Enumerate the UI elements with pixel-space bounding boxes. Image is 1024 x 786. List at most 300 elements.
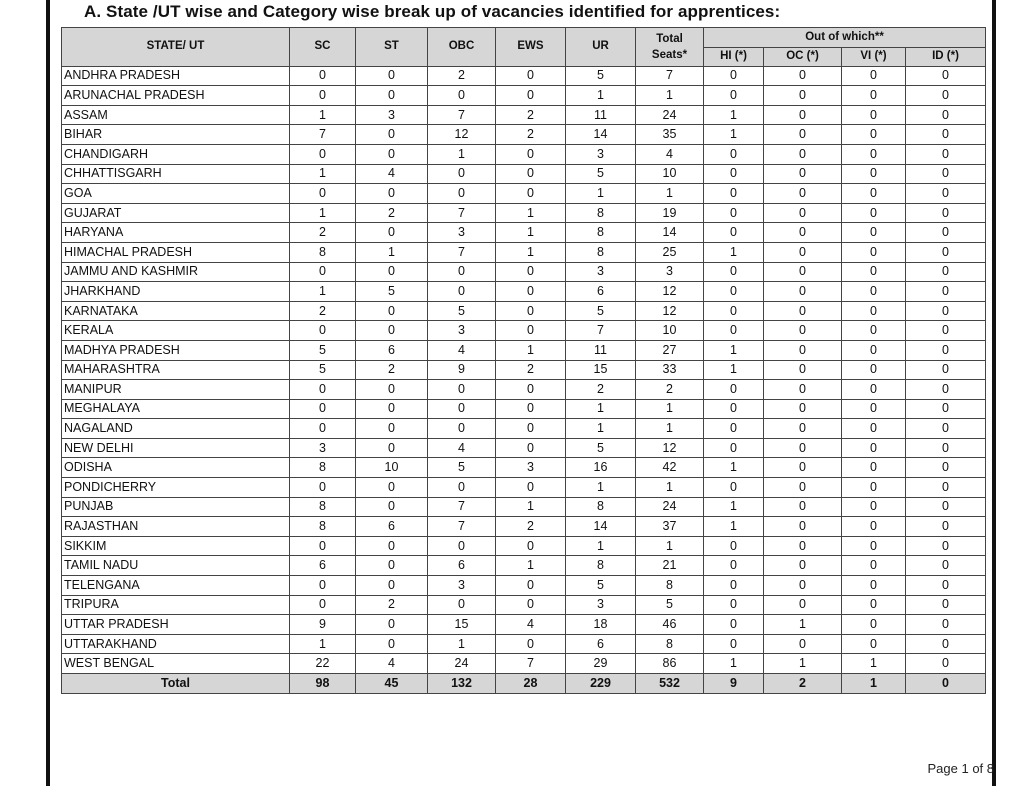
- cell-sc: 6: [290, 556, 356, 576]
- cell-obc: 0: [428, 184, 496, 204]
- cell-id: 0: [906, 615, 986, 635]
- cell-total-seats: 24: [636, 105, 704, 125]
- cell-state: MAHARASHTRA: [62, 360, 290, 380]
- cell-state: UTTAR PRADESH: [62, 615, 290, 635]
- cell-id: 0: [906, 223, 986, 243]
- table-row: [62, 458, 986, 478]
- cell-hi: 1: [704, 497, 764, 517]
- cell-sc: 0: [290, 66, 356, 86]
- header-st: ST: [356, 28, 428, 67]
- cell-obc: 5: [428, 301, 496, 321]
- cell-obc: 2: [428, 66, 496, 86]
- cell-st: 0: [356, 321, 428, 341]
- cell-sc: 0: [290, 399, 356, 419]
- total-id: 0: [906, 674, 986, 694]
- cell-ews: 1: [496, 340, 566, 360]
- cell-st: 10: [356, 458, 428, 478]
- cell-hi: 1: [704, 125, 764, 145]
- table-row: [62, 125, 986, 145]
- cell-vi: 0: [842, 438, 906, 458]
- cell-id: 0: [906, 595, 986, 615]
- cell-obc: 0: [428, 164, 496, 184]
- cell-hi: 0: [704, 595, 764, 615]
- cell-st: 0: [356, 399, 428, 419]
- cell-vi: 0: [842, 125, 906, 145]
- cell-vi: 0: [842, 419, 906, 439]
- cell-state: GUJARAT: [62, 203, 290, 223]
- table-row: [62, 223, 986, 243]
- cell-total-seats: 25: [636, 242, 704, 262]
- cell-state: PONDICHERRY: [62, 478, 290, 498]
- header-state: STATE/ UT: [62, 28, 290, 67]
- cell-state: WEST BENGAL: [62, 654, 290, 674]
- table-row: [62, 360, 986, 380]
- cell-ur: 1: [566, 536, 636, 556]
- cell-ews: 1: [496, 497, 566, 517]
- cell-st: 0: [356, 66, 428, 86]
- cell-state: HIMACHAL PRADESH: [62, 242, 290, 262]
- header-id: ID (*): [906, 47, 986, 66]
- cell-ur: 11: [566, 340, 636, 360]
- cell-id: 0: [906, 301, 986, 321]
- cell-st: 0: [356, 497, 428, 517]
- cell-ews: 0: [496, 86, 566, 106]
- cell-total-seats: 19: [636, 203, 704, 223]
- cell-oc: 0: [764, 360, 842, 380]
- cell-id: 0: [906, 360, 986, 380]
- cell-state: NEW DELHI: [62, 438, 290, 458]
- cell-sc: 1: [290, 105, 356, 125]
- table-row: [62, 242, 986, 262]
- cell-id: 0: [906, 164, 986, 184]
- cell-total-seats: 35: [636, 125, 704, 145]
- cell-vi: 0: [842, 105, 906, 125]
- cell-state: UTTARAKHAND: [62, 634, 290, 654]
- cell-total-seats: 8: [636, 576, 704, 596]
- cell-obc: 12: [428, 125, 496, 145]
- cell-hi: 0: [704, 576, 764, 596]
- cell-state: TAMIL NADU: [62, 556, 290, 576]
- cell-ews: 4: [496, 615, 566, 635]
- cell-ur: 11: [566, 105, 636, 125]
- cell-oc: 0: [764, 497, 842, 517]
- cell-total-seats: 86: [636, 654, 704, 674]
- table-row: [62, 301, 986, 321]
- cell-st: 2: [356, 360, 428, 380]
- cell-vi: 0: [842, 360, 906, 380]
- cell-state: SIKKIM: [62, 536, 290, 556]
- cell-ur: 1: [566, 184, 636, 204]
- header-ur: UR: [566, 28, 636, 67]
- table-row: [62, 478, 986, 498]
- cell-sc: 7: [290, 125, 356, 145]
- table-body: [62, 66, 986, 693]
- cell-state: KERALA: [62, 321, 290, 341]
- table-row: [62, 262, 986, 282]
- cell-id: 0: [906, 634, 986, 654]
- cell-ews: 0: [496, 262, 566, 282]
- cell-st: 6: [356, 340, 428, 360]
- cell-total-seats: 37: [636, 517, 704, 537]
- cell-sc: 5: [290, 360, 356, 380]
- cell-obc: 0: [428, 399, 496, 419]
- table-row: [62, 536, 986, 556]
- cell-st: 5: [356, 282, 428, 302]
- cell-total-seats: 1: [636, 478, 704, 498]
- cell-oc: 0: [764, 242, 842, 262]
- cell-ews: 1: [496, 203, 566, 223]
- cell-ews: 0: [496, 144, 566, 164]
- cell-ews: 1: [496, 242, 566, 262]
- cell-oc: 0: [764, 301, 842, 321]
- cell-hi: 0: [704, 634, 764, 654]
- cell-obc: 0: [428, 536, 496, 556]
- cell-obc: 5: [428, 458, 496, 478]
- cell-vi: 0: [842, 615, 906, 635]
- cell-hi: 1: [704, 360, 764, 380]
- cell-vi: 0: [842, 497, 906, 517]
- cell-state: MANIPUR: [62, 380, 290, 400]
- cell-hi: 0: [704, 144, 764, 164]
- total-row: [62, 674, 986, 694]
- cell-id: 0: [906, 380, 986, 400]
- cell-vi: 0: [842, 576, 906, 596]
- cell-st: 0: [356, 576, 428, 596]
- cell-oc: 0: [764, 86, 842, 106]
- cell-ur: 3: [566, 144, 636, 164]
- cell-total-seats: 42: [636, 458, 704, 478]
- cell-oc: 0: [764, 125, 842, 145]
- cell-state: TRIPURA: [62, 595, 290, 615]
- cell-state: GOA: [62, 184, 290, 204]
- cell-oc: 0: [764, 380, 842, 400]
- cell-oc: 0: [764, 321, 842, 341]
- cell-hi: 0: [704, 536, 764, 556]
- cell-obc: 3: [428, 223, 496, 243]
- cell-id: 0: [906, 576, 986, 596]
- total-hi: 9: [704, 674, 764, 694]
- cell-state: NAGALAND: [62, 419, 290, 439]
- table-row: [62, 517, 986, 537]
- cell-sc: 9: [290, 615, 356, 635]
- cell-ur: 18: [566, 615, 636, 635]
- total-oc: 2: [764, 674, 842, 694]
- cell-state: ASSAM: [62, 105, 290, 125]
- header-total-seats: [636, 28, 704, 67]
- header-obc: OBC: [428, 28, 496, 67]
- table-row: [62, 164, 986, 184]
- cell-state: TELENGANA: [62, 576, 290, 596]
- cell-id: 0: [906, 105, 986, 125]
- cell-hi: 0: [704, 282, 764, 302]
- header-hi: HI (*): [704, 47, 764, 66]
- total-st: 45: [356, 674, 428, 694]
- header-ews: EWS: [496, 28, 566, 67]
- cell-oc: 0: [764, 223, 842, 243]
- cell-sc: 0: [290, 478, 356, 498]
- cell-hi: 0: [704, 203, 764, 223]
- cell-obc: 7: [428, 517, 496, 537]
- header-oc: OC (*): [764, 47, 842, 66]
- cell-ur: 16: [566, 458, 636, 478]
- cell-vi: 0: [842, 203, 906, 223]
- cell-obc: 7: [428, 105, 496, 125]
- cell-ur: 5: [566, 438, 636, 458]
- cell-ur: 1: [566, 86, 636, 106]
- table-row: [62, 144, 986, 164]
- section-heading: A. State /UT wise and Category wise break up of vacancies identified for apprentices:: [84, 2, 781, 21]
- cell-state: MADHYA PRADESH: [62, 340, 290, 360]
- cell-ur: 8: [566, 223, 636, 243]
- cell-total-seats: 8: [636, 634, 704, 654]
- header-total-line1: Total: [656, 32, 683, 45]
- cell-hi: 0: [704, 380, 764, 400]
- cell-hi: 0: [704, 321, 764, 341]
- cell-oc: 0: [764, 458, 842, 478]
- cell-total-seats: 1: [636, 86, 704, 106]
- cell-obc: 24: [428, 654, 496, 674]
- cell-total-seats: 21: [636, 556, 704, 576]
- cell-hi: 1: [704, 242, 764, 262]
- cell-total-seats: 27: [636, 340, 704, 360]
- cell-obc: 3: [428, 576, 496, 596]
- cell-oc: 0: [764, 576, 842, 596]
- cell-obc: 0: [428, 282, 496, 302]
- cell-ews: 0: [496, 478, 566, 498]
- cell-vi: 0: [842, 340, 906, 360]
- cell-vi: 0: [842, 164, 906, 184]
- cell-vi: 0: [842, 399, 906, 419]
- cell-id: 0: [906, 203, 986, 223]
- cell-hi: 1: [704, 654, 764, 674]
- cell-hi: 0: [704, 399, 764, 419]
- cell-st: 0: [356, 223, 428, 243]
- cell-hi: 0: [704, 86, 764, 106]
- cell-ur: 5: [566, 576, 636, 596]
- table-row: [62, 595, 986, 615]
- cell-sc: 0: [290, 144, 356, 164]
- cell-oc: 1: [764, 654, 842, 674]
- table-row: [62, 105, 986, 125]
- cell-st: 0: [356, 184, 428, 204]
- cell-sc: 0: [290, 86, 356, 106]
- cell-state: HARYANA: [62, 223, 290, 243]
- cell-oc: 0: [764, 399, 842, 419]
- cell-id: 0: [906, 478, 986, 498]
- cell-hi: 0: [704, 184, 764, 204]
- cell-obc: 0: [428, 86, 496, 106]
- cell-st: 4: [356, 654, 428, 674]
- cell-ews: 2: [496, 125, 566, 145]
- cell-st: 6: [356, 517, 428, 537]
- cell-st: 0: [356, 634, 428, 654]
- cell-id: 0: [906, 125, 986, 145]
- cell-obc: 1: [428, 634, 496, 654]
- cell-ews: 0: [496, 634, 566, 654]
- cell-st: 0: [356, 301, 428, 321]
- total-vi: 1: [842, 674, 906, 694]
- cell-oc: 0: [764, 595, 842, 615]
- cell-oc: 0: [764, 438, 842, 458]
- cell-id: 0: [906, 654, 986, 674]
- cell-st: 0: [356, 438, 428, 458]
- cell-ur: 5: [566, 301, 636, 321]
- cell-obc: 15: [428, 615, 496, 635]
- cell-sc: 1: [290, 282, 356, 302]
- header-out-of-which: Out of which**: [704, 28, 986, 48]
- cell-oc: 0: [764, 262, 842, 282]
- cell-sc: 0: [290, 576, 356, 596]
- header-total-line2: Seats*: [651, 48, 688, 61]
- cell-state: KARNATAKA: [62, 301, 290, 321]
- cell-ews: 0: [496, 419, 566, 439]
- cell-state: JHARKHAND: [62, 282, 290, 302]
- cell-hi: 0: [704, 66, 764, 86]
- cell-hi: 1: [704, 105, 764, 125]
- cell-total-seats: 10: [636, 164, 704, 184]
- cell-vi: 0: [842, 517, 906, 537]
- cell-state: RAJASTHAN: [62, 517, 290, 537]
- cell-id: 0: [906, 517, 986, 537]
- cell-st: 0: [356, 536, 428, 556]
- cell-id: 0: [906, 419, 986, 439]
- cell-sc: 5: [290, 340, 356, 360]
- table-row: [62, 438, 986, 458]
- cell-ews: 0: [496, 66, 566, 86]
- cell-sc: 8: [290, 458, 356, 478]
- cell-hi: 0: [704, 223, 764, 243]
- header-sc: SC: [290, 28, 356, 67]
- table-row: [62, 399, 986, 419]
- cell-sc: 0: [290, 262, 356, 282]
- table-row: [62, 282, 986, 302]
- cell-obc: 9: [428, 360, 496, 380]
- cell-ur: 1: [566, 399, 636, 419]
- cell-ur: 6: [566, 282, 636, 302]
- cell-ews: 1: [496, 223, 566, 243]
- total-state: Total: [62, 674, 290, 694]
- cell-ur: 6: [566, 634, 636, 654]
- cell-total-seats: 46: [636, 615, 704, 635]
- cell-ur: 8: [566, 556, 636, 576]
- cell-ews: 0: [496, 536, 566, 556]
- cell-state: CHANDIGARH: [62, 144, 290, 164]
- cell-st: 0: [356, 380, 428, 400]
- cell-ews: 0: [496, 576, 566, 596]
- cell-hi: 0: [704, 438, 764, 458]
- cell-sc: 1: [290, 164, 356, 184]
- cell-hi: 0: [704, 478, 764, 498]
- cell-oc: 0: [764, 634, 842, 654]
- cell-ews: 0: [496, 321, 566, 341]
- cell-st: 2: [356, 595, 428, 615]
- cell-st: 0: [356, 144, 428, 164]
- cell-vi: 0: [842, 223, 906, 243]
- cell-sc: 1: [290, 203, 356, 223]
- cell-obc: 7: [428, 497, 496, 517]
- cell-ur: 29: [566, 654, 636, 674]
- cell-sc: 2: [290, 223, 356, 243]
- cell-ur: 1: [566, 478, 636, 498]
- cell-id: 0: [906, 282, 986, 302]
- cell-id: 0: [906, 340, 986, 360]
- cell-vi: 0: [842, 595, 906, 615]
- cell-state: CHHATTISGARH: [62, 164, 290, 184]
- cell-id: 0: [906, 66, 986, 86]
- cell-vi: 0: [842, 321, 906, 341]
- cell-obc: 0: [428, 380, 496, 400]
- cell-vi: 0: [842, 184, 906, 204]
- table-row: [62, 380, 986, 400]
- cell-id: 0: [906, 438, 986, 458]
- cell-ur: 7: [566, 321, 636, 341]
- cell-total-seats: 1: [636, 419, 704, 439]
- cell-id: 0: [906, 399, 986, 419]
- cell-total-seats: 12: [636, 282, 704, 302]
- page-number: Page 1 of 8: [927, 761, 994, 776]
- cell-sc: 22: [290, 654, 356, 674]
- cell-ur: 3: [566, 595, 636, 615]
- cell-ur: 5: [566, 164, 636, 184]
- cell-oc: 0: [764, 184, 842, 204]
- cell-st: 0: [356, 615, 428, 635]
- cell-total-seats: 24: [636, 497, 704, 517]
- cell-total-seats: 3: [636, 262, 704, 282]
- cell-state: ARUNACHAL PRADESH: [62, 86, 290, 106]
- cell-vi: 0: [842, 634, 906, 654]
- cell-ews: 0: [496, 399, 566, 419]
- cell-hi: 1: [704, 458, 764, 478]
- cell-vi: 1: [842, 654, 906, 674]
- cell-id: 0: [906, 86, 986, 106]
- cell-obc: 0: [428, 595, 496, 615]
- cell-oc: 0: [764, 556, 842, 576]
- cell-ews: 0: [496, 164, 566, 184]
- cell-obc: 0: [428, 419, 496, 439]
- cell-state: ANDHRA PRADESH: [62, 66, 290, 86]
- table-row: [62, 321, 986, 341]
- cell-st: 1: [356, 242, 428, 262]
- cell-obc: 4: [428, 340, 496, 360]
- cell-total-seats: 1: [636, 399, 704, 419]
- cell-oc: 0: [764, 517, 842, 537]
- cell-id: 0: [906, 184, 986, 204]
- cell-vi: 0: [842, 86, 906, 106]
- cell-ews: 2: [496, 517, 566, 537]
- cell-oc: 0: [764, 282, 842, 302]
- cell-ews: 2: [496, 105, 566, 125]
- cell-vi: 0: [842, 242, 906, 262]
- cell-obc: 0: [428, 262, 496, 282]
- cell-vi: 0: [842, 556, 906, 576]
- cell-sc: 0: [290, 536, 356, 556]
- cell-obc: 4: [428, 438, 496, 458]
- cell-total-seats: 7: [636, 66, 704, 86]
- table-row: [62, 654, 986, 674]
- cell-obc: 7: [428, 203, 496, 223]
- cell-oc: 0: [764, 66, 842, 86]
- cell-total-seats: 1: [636, 184, 704, 204]
- table-row: [62, 66, 986, 86]
- cell-total-seats: 4: [636, 144, 704, 164]
- cell-sc: 8: [290, 242, 356, 262]
- cell-ews: 2: [496, 360, 566, 380]
- table-row: [62, 497, 986, 517]
- table-row: [62, 556, 986, 576]
- cell-vi: 0: [842, 536, 906, 556]
- cell-vi: 0: [842, 380, 906, 400]
- cell-total-seats: 12: [636, 438, 704, 458]
